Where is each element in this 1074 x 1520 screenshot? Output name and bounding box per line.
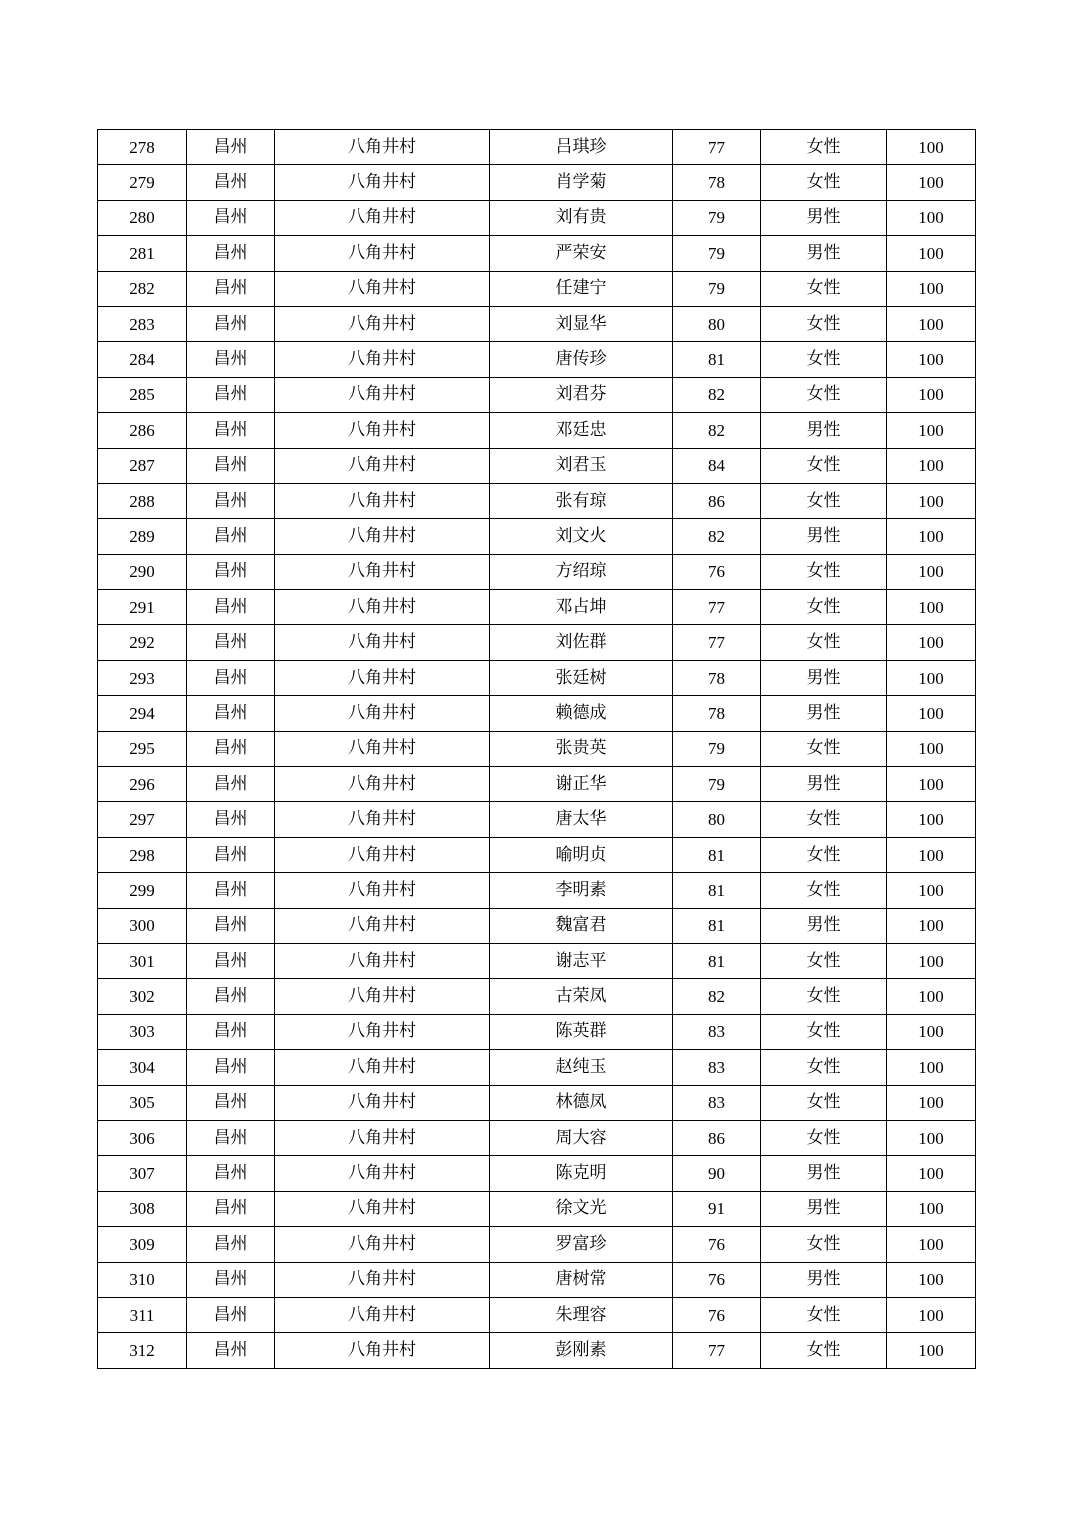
amount-cell: 100 (887, 342, 976, 377)
village-cell: 八角井村 (275, 625, 490, 660)
village-cell: 八角井村 (275, 802, 490, 837)
amount-cell: 100 (887, 483, 976, 518)
age-cell: 91 (673, 1191, 761, 1226)
name-cell: 喻明贞 (490, 837, 673, 872)
name-cell: 方绍琼 (490, 554, 673, 589)
gender-cell: 女性 (761, 802, 887, 837)
serial-number-cell: 311 (98, 1297, 187, 1332)
table-row (98, 802, 976, 837)
amount-cell: 100 (887, 590, 976, 625)
name-cell: 吕琪珍 (490, 130, 673, 165)
serial-number-cell: 293 (98, 660, 187, 695)
town-cell: 昌州 (187, 731, 275, 766)
gender-cell: 男性 (761, 236, 887, 271)
name-cell: 谢志平 (490, 943, 673, 978)
gender-cell: 女性 (761, 1085, 887, 1120)
table-row (98, 625, 976, 660)
town-cell: 昌州 (187, 660, 275, 695)
name-cell: 刘有贵 (490, 200, 673, 235)
serial-number-cell: 312 (98, 1333, 187, 1368)
name-cell: 严荣安 (490, 236, 673, 271)
age-cell: 79 (673, 731, 761, 766)
amount-cell: 100 (887, 1085, 976, 1120)
age-cell: 76 (673, 1227, 761, 1262)
village-cell: 八角井村 (275, 696, 490, 731)
amount-cell: 100 (887, 873, 976, 908)
village-cell: 八角井村 (275, 306, 490, 341)
table-row (98, 731, 976, 766)
town-cell: 昌州 (187, 1120, 275, 1155)
gender-cell: 女性 (761, 625, 887, 660)
serial-number-cell: 310 (98, 1262, 187, 1297)
town-cell: 昌州 (187, 413, 275, 448)
name-cell: 张有琼 (490, 483, 673, 518)
table-row (98, 200, 976, 235)
table-row (98, 767, 976, 802)
town-cell: 昌州 (187, 1050, 275, 1085)
serial-number-cell: 286 (98, 413, 187, 448)
town-cell: 昌州 (187, 767, 275, 802)
gender-cell: 男性 (761, 660, 887, 695)
table-row (98, 1297, 976, 1332)
age-cell: 84 (673, 448, 761, 483)
table-row (98, 1120, 976, 1155)
name-cell: 唐树常 (490, 1262, 673, 1297)
village-cell: 八角井村 (275, 1156, 490, 1191)
name-cell: 谢正华 (490, 767, 673, 802)
town-cell: 昌州 (187, 837, 275, 872)
village-cell: 八角井村 (275, 1120, 490, 1155)
age-cell: 76 (673, 554, 761, 589)
village-cell: 八角井村 (275, 413, 490, 448)
gender-cell: 女性 (761, 943, 887, 978)
gender-cell: 女性 (761, 554, 887, 589)
name-cell: 刘君玉 (490, 448, 673, 483)
village-cell: 八角井村 (275, 342, 490, 377)
amount-cell: 100 (887, 1014, 976, 1049)
amount-cell: 100 (887, 802, 976, 837)
age-cell: 80 (673, 306, 761, 341)
table-row (98, 519, 976, 554)
age-cell: 82 (673, 979, 761, 1014)
table-row (98, 837, 976, 872)
age-cell: 86 (673, 1120, 761, 1155)
town-cell: 昌州 (187, 1014, 275, 1049)
amount-cell: 100 (887, 1120, 976, 1155)
age-cell: 83 (673, 1050, 761, 1085)
town-cell: 昌州 (187, 377, 275, 412)
name-cell: 唐传珍 (490, 342, 673, 377)
age-cell: 79 (673, 236, 761, 271)
town-cell: 昌州 (187, 554, 275, 589)
village-cell: 八角井村 (275, 165, 490, 200)
gender-cell: 女性 (761, 873, 887, 908)
town-cell: 昌州 (187, 1156, 275, 1191)
village-cell: 八角井村 (275, 979, 490, 1014)
gender-cell: 男性 (761, 413, 887, 448)
gender-cell: 女性 (761, 837, 887, 872)
town-cell: 昌州 (187, 165, 275, 200)
town-cell: 昌州 (187, 1085, 275, 1120)
serial-number-cell: 284 (98, 342, 187, 377)
name-cell: 李明素 (490, 873, 673, 908)
town-cell: 昌州 (187, 590, 275, 625)
name-cell: 赖德成 (490, 696, 673, 731)
age-cell: 82 (673, 413, 761, 448)
age-cell: 82 (673, 519, 761, 554)
town-cell: 昌州 (187, 1191, 275, 1226)
name-cell: 张廷树 (490, 660, 673, 695)
gender-cell: 女性 (761, 1333, 887, 1368)
age-cell: 83 (673, 1085, 761, 1120)
amount-cell: 100 (887, 413, 976, 448)
serial-number-cell: 285 (98, 377, 187, 412)
village-cell: 八角井村 (275, 1014, 490, 1049)
age-cell: 81 (673, 908, 761, 943)
age-cell: 76 (673, 1297, 761, 1332)
table-row (98, 413, 976, 448)
roster-table (97, 129, 976, 1369)
village-cell: 八角井村 (275, 1262, 490, 1297)
gender-cell: 女性 (761, 448, 887, 483)
name-cell: 彭刚素 (490, 1333, 673, 1368)
amount-cell: 100 (887, 696, 976, 731)
village-cell: 八角井村 (275, 483, 490, 518)
table-row (98, 873, 976, 908)
amount-cell: 100 (887, 377, 976, 412)
amount-cell: 100 (887, 1191, 976, 1226)
serial-number-cell: 305 (98, 1085, 187, 1120)
village-cell: 八角井村 (275, 1085, 490, 1120)
amount-cell: 100 (887, 448, 976, 483)
gender-cell: 男性 (761, 1191, 887, 1226)
village-cell: 八角井村 (275, 908, 490, 943)
name-cell: 周大容 (490, 1120, 673, 1155)
amount-cell: 100 (887, 767, 976, 802)
age-cell: 81 (673, 873, 761, 908)
serial-number-cell: 292 (98, 625, 187, 660)
village-cell: 八角井村 (275, 660, 490, 695)
village-cell: 八角井村 (275, 448, 490, 483)
village-cell: 八角井村 (275, 873, 490, 908)
gender-cell: 女性 (761, 1227, 887, 1262)
table-row (98, 1262, 976, 1297)
amount-cell: 100 (887, 271, 976, 306)
serial-number-cell: 300 (98, 908, 187, 943)
town-cell: 昌州 (187, 625, 275, 660)
village-cell: 八角井村 (275, 130, 490, 165)
name-cell: 刘显华 (490, 306, 673, 341)
name-cell: 魏富君 (490, 908, 673, 943)
gender-cell: 女性 (761, 271, 887, 306)
table-row (98, 342, 976, 377)
serial-number-cell: 304 (98, 1050, 187, 1085)
gender-cell: 男性 (761, 696, 887, 731)
serial-number-cell: 289 (98, 519, 187, 554)
amount-cell: 100 (887, 1227, 976, 1262)
age-cell: 77 (673, 625, 761, 660)
town-cell: 昌州 (187, 271, 275, 306)
village-cell: 八角井村 (275, 377, 490, 412)
town-cell: 昌州 (187, 943, 275, 978)
serial-number-cell: 294 (98, 696, 187, 731)
serial-number-cell: 288 (98, 483, 187, 518)
serial-number-cell: 306 (98, 1120, 187, 1155)
serial-number-cell: 309 (98, 1227, 187, 1262)
amount-cell: 100 (887, 200, 976, 235)
amount-cell: 100 (887, 1156, 976, 1191)
age-cell: 82 (673, 377, 761, 412)
village-cell: 八角井村 (275, 1297, 490, 1332)
serial-number-cell: 308 (98, 1191, 187, 1226)
age-cell: 76 (673, 1262, 761, 1297)
town-cell: 昌州 (187, 696, 275, 731)
serial-number-cell: 297 (98, 802, 187, 837)
serial-number-cell: 299 (98, 873, 187, 908)
serial-number-cell: 296 (98, 767, 187, 802)
name-cell: 徐文光 (490, 1191, 673, 1226)
amount-cell: 100 (887, 908, 976, 943)
gender-cell: 女性 (761, 130, 887, 165)
amount-cell: 100 (887, 236, 976, 271)
serial-number-cell: 291 (98, 590, 187, 625)
serial-number-cell: 290 (98, 554, 187, 589)
village-cell: 八角井村 (275, 200, 490, 235)
table-row (98, 908, 976, 943)
town-cell: 昌州 (187, 342, 275, 377)
name-cell: 张贵英 (490, 731, 673, 766)
serial-number-cell: 280 (98, 200, 187, 235)
table-row (98, 271, 976, 306)
name-cell: 陈克明 (490, 1156, 673, 1191)
name-cell: 刘君芬 (490, 377, 673, 412)
village-cell: 八角井村 (275, 1191, 490, 1226)
age-cell: 90 (673, 1156, 761, 1191)
amount-cell: 100 (887, 130, 976, 165)
village-cell: 八角井村 (275, 943, 490, 978)
gender-cell: 女性 (761, 979, 887, 1014)
gender-cell: 女性 (761, 1297, 887, 1332)
village-cell: 八角井村 (275, 837, 490, 872)
age-cell: 86 (673, 483, 761, 518)
table-row (98, 377, 976, 412)
serial-number-cell: 302 (98, 979, 187, 1014)
village-cell: 八角井村 (275, 590, 490, 625)
gender-cell: 男性 (761, 1262, 887, 1297)
town-cell: 昌州 (187, 200, 275, 235)
name-cell: 邓廷忠 (490, 413, 673, 448)
name-cell: 林德凤 (490, 1085, 673, 1120)
amount-cell: 100 (887, 1333, 976, 1368)
town-cell: 昌州 (187, 1227, 275, 1262)
name-cell: 陈英群 (490, 1014, 673, 1049)
age-cell: 77 (673, 1333, 761, 1368)
town-cell: 昌州 (187, 873, 275, 908)
amount-cell: 100 (887, 731, 976, 766)
name-cell: 刘佐群 (490, 625, 673, 660)
gender-cell: 男性 (761, 519, 887, 554)
serial-number-cell: 303 (98, 1014, 187, 1049)
amount-cell: 100 (887, 165, 976, 200)
gender-cell: 女性 (761, 590, 887, 625)
age-cell: 78 (673, 660, 761, 695)
age-cell: 83 (673, 1014, 761, 1049)
age-cell: 81 (673, 943, 761, 978)
gender-cell: 女性 (761, 1050, 887, 1085)
village-cell: 八角井村 (275, 1050, 490, 1085)
table-row (98, 1191, 976, 1226)
table-row (98, 590, 976, 625)
serial-number-cell: 301 (98, 943, 187, 978)
amount-cell: 100 (887, 306, 976, 341)
age-cell: 80 (673, 802, 761, 837)
town-cell: 昌州 (187, 908, 275, 943)
table-row (98, 483, 976, 518)
amount-cell: 100 (887, 1297, 976, 1332)
name-cell: 古荣凤 (490, 979, 673, 1014)
village-cell: 八角井村 (275, 767, 490, 802)
town-cell: 昌州 (187, 802, 275, 837)
amount-cell: 100 (887, 837, 976, 872)
serial-number-cell: 287 (98, 448, 187, 483)
town-cell: 昌州 (187, 130, 275, 165)
age-cell: 81 (673, 342, 761, 377)
table-row (98, 1014, 976, 1049)
table-row (98, 1050, 976, 1085)
town-cell: 昌州 (187, 519, 275, 554)
age-cell: 79 (673, 271, 761, 306)
village-cell: 八角井村 (275, 236, 490, 271)
name-cell: 罗富珍 (490, 1227, 673, 1262)
amount-cell: 100 (887, 1262, 976, 1297)
serial-number-cell: 282 (98, 271, 187, 306)
town-cell: 昌州 (187, 1333, 275, 1368)
age-cell: 79 (673, 200, 761, 235)
gender-cell: 女性 (761, 1120, 887, 1155)
gender-cell: 女性 (761, 306, 887, 341)
town-cell: 昌州 (187, 1262, 275, 1297)
age-cell: 77 (673, 130, 761, 165)
town-cell: 昌州 (187, 236, 275, 271)
village-cell: 八角井村 (275, 271, 490, 306)
serial-number-cell: 283 (98, 306, 187, 341)
gender-cell: 女性 (761, 483, 887, 518)
name-cell: 肖学菊 (490, 165, 673, 200)
amount-cell: 100 (887, 943, 976, 978)
amount-cell: 100 (887, 979, 976, 1014)
village-cell: 八角井村 (275, 1333, 490, 1368)
gender-cell: 男性 (761, 767, 887, 802)
table-row (98, 554, 976, 589)
name-cell: 赵纯玉 (490, 1050, 673, 1085)
serial-number-cell: 298 (98, 837, 187, 872)
gender-cell: 女性 (761, 342, 887, 377)
name-cell: 邓占坤 (490, 590, 673, 625)
table-row (98, 1156, 976, 1191)
serial-number-cell: 295 (98, 731, 187, 766)
table-row (98, 979, 976, 1014)
age-cell: 79 (673, 767, 761, 802)
serial-number-cell: 281 (98, 236, 187, 271)
table-row (98, 306, 976, 341)
serial-number-cell: 307 (98, 1156, 187, 1191)
town-cell: 昌州 (187, 1297, 275, 1332)
village-cell: 八角井村 (275, 554, 490, 589)
amount-cell: 100 (887, 554, 976, 589)
town-cell: 昌州 (187, 483, 275, 518)
table-row (98, 1333, 976, 1368)
gender-cell: 女性 (761, 165, 887, 200)
serial-number-cell: 278 (98, 130, 187, 165)
amount-cell: 100 (887, 625, 976, 660)
table-row (98, 236, 976, 271)
table-row (98, 1085, 976, 1120)
table-row (98, 1227, 976, 1262)
age-cell: 78 (673, 696, 761, 731)
table-row (98, 696, 976, 731)
gender-cell: 男性 (761, 908, 887, 943)
town-cell: 昌州 (187, 448, 275, 483)
village-cell: 八角井村 (275, 731, 490, 766)
amount-cell: 100 (887, 660, 976, 695)
table-row (98, 448, 976, 483)
amount-cell: 100 (887, 1050, 976, 1085)
table-row (98, 660, 976, 695)
age-cell: 77 (673, 590, 761, 625)
age-cell: 78 (673, 165, 761, 200)
serial-number-cell: 279 (98, 165, 187, 200)
village-cell: 八角井村 (275, 1227, 490, 1262)
gender-cell: 女性 (761, 377, 887, 412)
table-row (98, 130, 976, 165)
town-cell: 昌州 (187, 306, 275, 341)
name-cell: 刘文火 (490, 519, 673, 554)
name-cell: 任建宁 (490, 271, 673, 306)
age-cell: 81 (673, 837, 761, 872)
village-cell: 八角井村 (275, 519, 490, 554)
table-row (98, 165, 976, 200)
amount-cell: 100 (887, 519, 976, 554)
name-cell: 唐太华 (490, 802, 673, 837)
roster-table-body (98, 130, 976, 1369)
town-cell: 昌州 (187, 979, 275, 1014)
gender-cell: 男性 (761, 200, 887, 235)
name-cell: 朱理容 (490, 1297, 673, 1332)
table-row (98, 943, 976, 978)
gender-cell: 男性 (761, 1156, 887, 1191)
gender-cell: 女性 (761, 731, 887, 766)
gender-cell: 女性 (761, 1014, 887, 1049)
